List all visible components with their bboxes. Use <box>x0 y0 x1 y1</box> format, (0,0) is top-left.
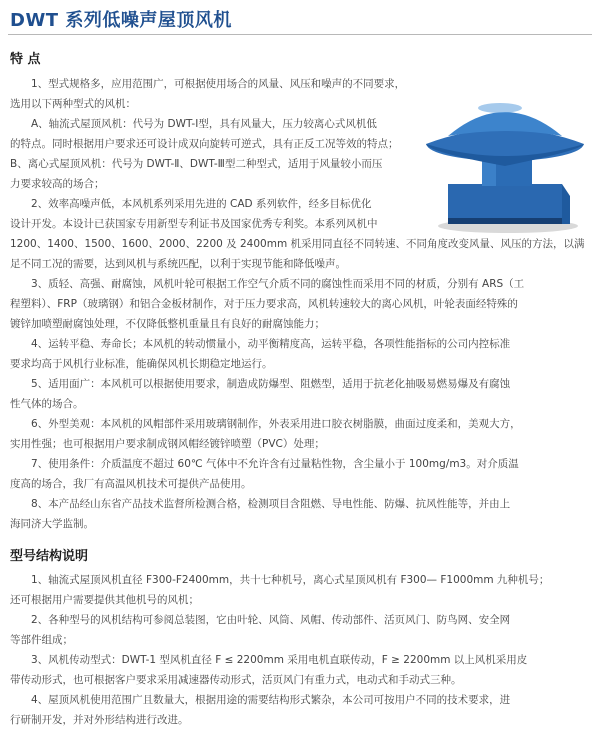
text-line: 1、型式规格多，应用范围广，可根据使用场合的风量、风压和噪声的不同要求， <box>10 78 406 90</box>
text-line: 5、适用面广：本风机可以根据使用要求，制造成防爆型、阻燃型，适用于抗老化抽吸易燃易爆及有腐蚀 <box>10 378 511 390</box>
text-line: 1200、1400、1500、1600、2000、2200 及 2400mm 机采用同直径不同转速、不同角度改变风量、风压的方法，以满 <box>10 238 585 250</box>
text-line: 度高的场合，我厂有高温风机技术可提供产品使用。 <box>10 478 252 490</box>
text-line: 镀锌加喷塑耐腐蚀处理，不仅降低整机重量且有良好的耐腐蚀能力； <box>10 318 325 330</box>
text-line: 4、运转平稳、寿命长；本风机的转动惯量小，动平衡精度高，运转平稳，各项性能指标的公司内控标准 <box>10 338 511 350</box>
text-line: 等部件组成； <box>10 634 73 646</box>
text-line: 行研制开发，并对外形结构进行改进。 <box>10 714 189 726</box>
text-line: 7、使用条件：介质温度不超过 60℃ 气体中不允许含有过量粘性物，含尘量小于 100mg/m3。对介质温 <box>10 458 519 470</box>
text-line: 要求均高于风机行业标准，能确保风机长期稳定地运行。 <box>10 358 273 370</box>
roof-fan-product-image <box>420 86 590 236</box>
text-line: 程塑料）、FRP（玻璃钢）和铝合金板材制作，对于压力要求高，风机转速较大的离心风机，叶轮表面经特殊的 <box>10 298 518 310</box>
text-line: 实用性强；也可根据用户要求制成钢风帽经镀锌喷塑（PVC）处理； <box>10 438 325 450</box>
text-line: 2、各种型号的风机结构可参阅总装图，它由叶轮、风筒、风帽、传动部件、活页风门、防鸟网、安全网 <box>10 614 511 626</box>
text-line: 的特点。同时根据用户要求还可设计成双向旋转可逆式，具有正反工况等效的特点； <box>10 138 399 150</box>
title-divider <box>8 34 592 35</box>
text-line: 还可根据用户需要提供其他机号的风机； <box>10 594 199 606</box>
text-line: 选用以下两种型式的风机： <box>10 98 136 110</box>
text-line: 海同济大学监制。 <box>10 518 94 530</box>
text-line: 4、屋顶风机使用范围广且数量大，根据用途的需要结构形式繁杂，本公司可按用户不同的技术要求，进 <box>10 694 511 706</box>
text-line: 足不同工况的需要，达到风机与系统匹配，以利于实现节能和降低噪声。 <box>10 258 346 270</box>
text-line: 设计开发。本设计已获国家专用新型专利证书及国家优秀专利奖。本系列风机中 <box>10 218 378 230</box>
text-line: 6、外型美观：本风机的风帽部件采用玻璃钢制作，外表采用进口胶衣树脂膜，曲面过度柔和，美观大方， <box>10 418 521 430</box>
section-heading-features: 特 点 <box>10 52 41 67</box>
text-line: 力要求较高的场合； <box>10 178 105 190</box>
features-intro-paragraph <box>10 74 420 234</box>
features-body-paragraph <box>10 234 592 534</box>
section-heading-model-structure: 型号结构说明 <box>10 549 89 564</box>
text-line: 8、本产品经山东省产品技术监督所检测合格，检测项目含阻燃、导电性能、防爆、抗风性能等，并由上 <box>10 498 511 510</box>
text-line: 3、质轻、高强、耐腐蚀，风机叶轮可根据工作空气介质不同的腐蚀性而采用不同的材质，分别有 ARS（工 <box>10 278 525 290</box>
text-line: A、轴流式屋顶风机：代号为 DWT-Ⅰ型，具有风量大，压力较离心式风机低 <box>10 118 377 130</box>
text-line: B、离心式屋顶风机：代号为 DWT-Ⅱ、DWT-Ⅲ型二种型式，适用于风量较小而压 <box>10 158 383 170</box>
page-title: DWT 系列低噪声屋顶风机 <box>10 10 232 31</box>
model-structure-paragraph <box>10 570 592 730</box>
text-line: 1、轴流式屋顶风机直径 F300-F2400mm，共十七种机号，离心式星顶风机有 F300— F1000mm 九种机号； <box>10 574 550 586</box>
text-line: 性气体的场合。 <box>10 398 84 410</box>
text-line: 2、效率高噪声低，本风机系列采用先进的 CAD 系列软件，经多目标优化 <box>10 198 372 210</box>
text-line: 3、风机传动型式：DWT-1 型风机直径 F ≤ 2200mm 采用电机直联传动，F ≥ 2200mm 以上风机采用皮 <box>10 654 528 666</box>
text-line: 带传动形式，也可根据客户要求采用减速器传动形式，活页风门有重力式，电动式和手动式三种。 <box>10 674 462 686</box>
